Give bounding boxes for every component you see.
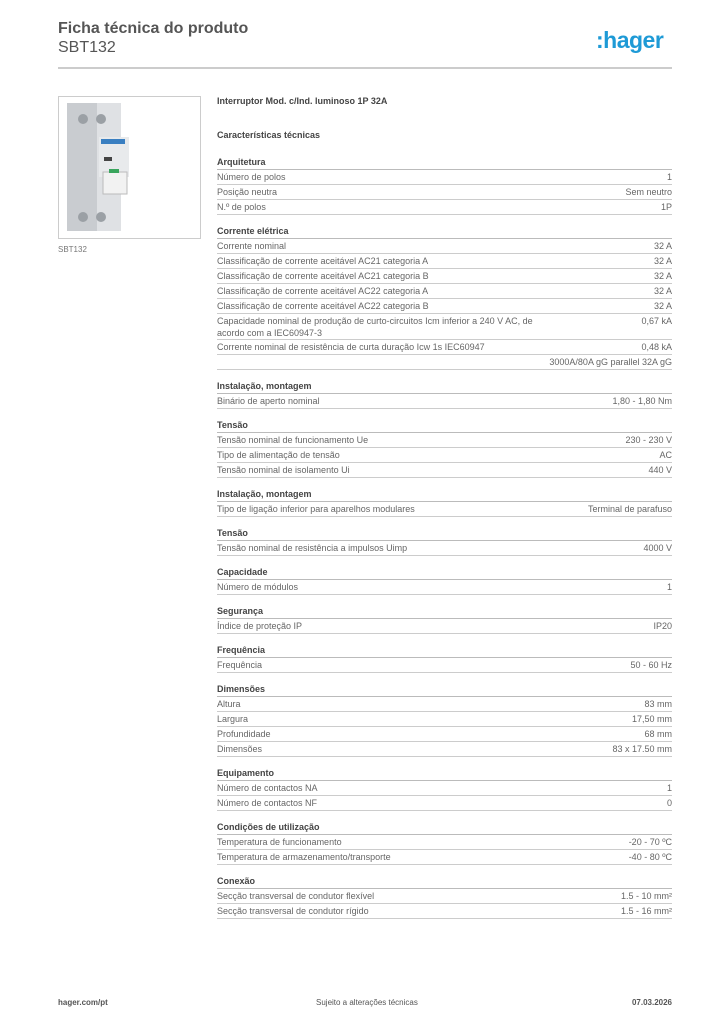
section-title: Condições de utilização bbox=[217, 821, 672, 835]
spec-row bbox=[217, 448, 672, 463]
spec-section bbox=[217, 644, 672, 673]
spec-value: 230 - 230 V bbox=[625, 435, 672, 445]
spec-value: 1.5 - 16 mm² bbox=[620, 906, 672, 916]
spec-section bbox=[217, 683, 672, 757]
spec-value: 1 bbox=[666, 783, 672, 793]
spec-label: Capacidade nominal de produção de curto-circuitos Icm inferior a 240 V AC, de acordo com a IEC60947-3 bbox=[217, 316, 533, 338]
spec-row bbox=[217, 200, 672, 215]
section-title: Equipamento bbox=[217, 767, 672, 781]
spec-label: Classificação de corrente aceitável AC22 categoria A bbox=[217, 286, 429, 296]
spec-label: Tensão nominal de isolamento Ui bbox=[217, 465, 350, 475]
product-code: SBT132 bbox=[58, 39, 116, 56]
spec-value: 4000 V bbox=[643, 543, 672, 553]
spec-value: Terminal de parafuso bbox=[587, 504, 672, 514]
spec-label: Temperatura de armazenamento/transporte bbox=[217, 852, 391, 862]
spec-row bbox=[217, 712, 672, 727]
spec-row bbox=[217, 502, 672, 517]
spec-row bbox=[217, 658, 672, 673]
header-divider bbox=[58, 67, 672, 69]
spec-label: Tensão nominal de funcionamento Ue bbox=[217, 435, 369, 445]
spec-label: Classificação de corrente aceitável AC21 categoria A bbox=[217, 256, 429, 266]
spec-label: Número de contactos NA bbox=[217, 783, 318, 793]
hager-logo: :hager bbox=[596, 27, 664, 53]
spec-row bbox=[217, 541, 672, 556]
spec-value: 50 - 60 Hz bbox=[630, 660, 672, 670]
spec-value: 1.5 - 10 mm² bbox=[620, 891, 672, 901]
spec-row bbox=[217, 727, 672, 742]
spec-row bbox=[217, 239, 672, 254]
spec-label: Binário de aperto nominal bbox=[217, 396, 320, 406]
spec-row bbox=[217, 796, 672, 811]
spec-row bbox=[217, 340, 672, 355]
characteristics-title: Características técnicas bbox=[217, 130, 321, 140]
spec-label: Secção transversal de condutor flexível bbox=[217, 891, 375, 901]
spec-value: IP20 bbox=[653, 621, 672, 631]
spec-value: 1 bbox=[666, 582, 672, 592]
product-image bbox=[58, 96, 201, 239]
spec-value: 0 bbox=[666, 798, 672, 808]
spec-section bbox=[217, 527, 672, 556]
spec-row bbox=[217, 269, 672, 284]
spec-row bbox=[217, 619, 672, 634]
spec-label: Altura bbox=[217, 699, 241, 709]
section-title: Corrente elétrica bbox=[217, 225, 672, 239]
spec-row bbox=[217, 889, 672, 904]
spec-value: 32 A bbox=[653, 301, 672, 311]
spec-value: 83 mm bbox=[644, 699, 672, 709]
spec-section bbox=[217, 566, 672, 595]
section-title: Segurança bbox=[217, 605, 672, 619]
section-title: Instalação, montagem bbox=[217, 380, 672, 394]
spec-section bbox=[217, 156, 672, 215]
spec-label: Índice de proteção IP bbox=[217, 621, 303, 631]
spec-label: N.º de polos bbox=[217, 202, 266, 212]
spec-row bbox=[217, 463, 672, 478]
spec-row bbox=[217, 394, 672, 409]
spec-section bbox=[217, 380, 672, 409]
footer-date: 07.03.2026 bbox=[631, 998, 672, 1007]
spec-row bbox=[217, 433, 672, 448]
spec-section bbox=[217, 605, 672, 634]
spec-label: Número de módulos bbox=[217, 582, 299, 592]
spec-row bbox=[217, 314, 672, 340]
spec-row bbox=[217, 284, 672, 299]
section-title: Tensão bbox=[217, 527, 672, 541]
spec-label: Número de contactos NF bbox=[217, 798, 318, 808]
spec-row bbox=[217, 835, 672, 850]
spec-label: Dimensões bbox=[217, 744, 263, 754]
spec-section bbox=[217, 225, 672, 370]
spec-value: 17,50 mm bbox=[631, 714, 672, 724]
spec-row bbox=[217, 355, 672, 370]
spec-row bbox=[217, 170, 672, 185]
spec-label: Posição neutra bbox=[217, 187, 278, 197]
spec-value: 32 A bbox=[653, 256, 672, 266]
spec-row bbox=[217, 299, 672, 314]
spec-label: Profundidade bbox=[217, 729, 271, 739]
product-name: Interruptor Mod. c/Ind. luminoso 1P 32A bbox=[217, 96, 388, 106]
spec-value: 1,80 - 1,80 Nm bbox=[612, 396, 672, 406]
spec-value: 3000A/80A gG parallel 32A gG bbox=[549, 357, 672, 367]
spec-label: Tipo de alimentação de tensão bbox=[217, 450, 340, 460]
spec-label: Tensão nominal de resistência a impulsos Uimp bbox=[217, 543, 408, 553]
spec-label: Largura bbox=[217, 714, 249, 724]
spec-section bbox=[217, 767, 672, 811]
spec-value: 32 A bbox=[653, 286, 672, 296]
spec-section bbox=[217, 821, 672, 865]
spec-value: -20 - 70 ºC bbox=[628, 837, 672, 847]
section-title: Conexão bbox=[217, 875, 672, 889]
spec-value: Sem neutro bbox=[625, 187, 672, 197]
spec-value: 32 A bbox=[653, 271, 672, 281]
section-title: Capacidade bbox=[217, 566, 672, 580]
spec-value: AC bbox=[659, 450, 672, 460]
spec-row bbox=[217, 904, 672, 919]
page-title: Ficha técnica do produto bbox=[58, 20, 249, 37]
spec-label: Corrente nominal de resistência de curta duração Icw 1s IEC60947 bbox=[217, 342, 485, 352]
spec-value: 68 mm bbox=[644, 729, 672, 739]
section-title: Arquitetura bbox=[217, 156, 672, 170]
section-title: Tensão bbox=[217, 419, 672, 433]
spec-row bbox=[217, 850, 672, 865]
spec-panel bbox=[217, 96, 672, 919]
spec-row bbox=[217, 254, 672, 269]
spec-label: Frequência bbox=[217, 660, 263, 670]
section-title: Instalação, montagem bbox=[217, 488, 672, 502]
spec-section bbox=[217, 875, 672, 919]
spec-label: Classificação de corrente aceitável AC21 categoria B bbox=[217, 271, 429, 281]
footer-disclaimer: Sujeito a alterações técnicas bbox=[316, 998, 418, 1007]
spec-label: Corrente nominal bbox=[217, 241, 287, 251]
spec-value: -40 - 80 ºC bbox=[628, 852, 672, 862]
spec-row bbox=[217, 781, 672, 796]
spec-row bbox=[217, 580, 672, 595]
spec-value: 0,67 kA bbox=[641, 316, 672, 326]
spec-label: Número de polos bbox=[217, 172, 286, 182]
spec-value: 1P bbox=[660, 202, 672, 212]
spec-value: 1 bbox=[666, 172, 672, 182]
spec-value: 83 x 17.50 mm bbox=[612, 744, 672, 754]
spec-label: Secção transversal de condutor rígido bbox=[217, 906, 369, 916]
spec-section bbox=[217, 419, 672, 478]
spec-section bbox=[217, 488, 672, 517]
spec-label: Classificação de corrente aceitável AC22 categoria B bbox=[217, 301, 429, 311]
spec-row bbox=[217, 742, 672, 757]
spec-row bbox=[217, 185, 672, 200]
spec-label: Temperatura de funcionamento bbox=[217, 837, 342, 847]
section-title: Dimensões bbox=[217, 683, 672, 697]
section-title: Frequência bbox=[217, 644, 672, 658]
spec-row bbox=[217, 697, 672, 712]
spec-label: Tipo de ligação inferior para aparelhos modulares bbox=[217, 504, 415, 514]
footer-website[interactable]: hager.com/pt bbox=[58, 998, 108, 1007]
spec-value: 0,48 kA bbox=[641, 342, 672, 352]
spec-value: 32 A bbox=[653, 241, 672, 251]
image-caption: SBT132 bbox=[58, 245, 87, 254]
spec-value: 440 V bbox=[648, 465, 672, 475]
